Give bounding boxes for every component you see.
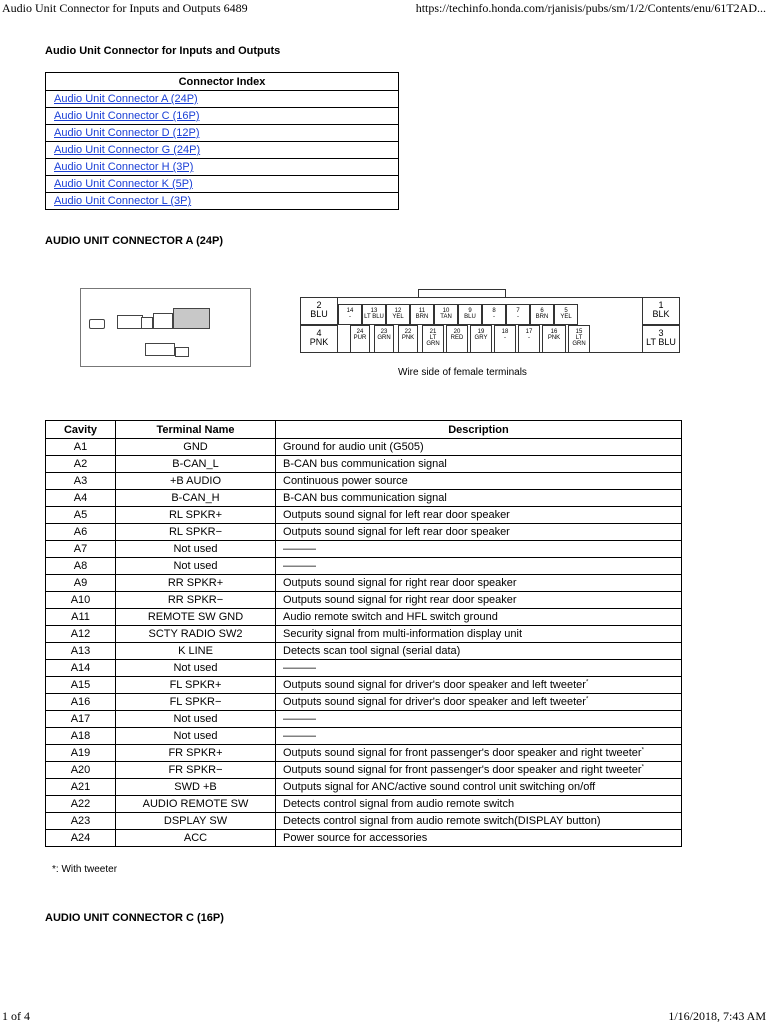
connector-index-header: Connector Index [46,73,399,91]
cavity-cell: A6 [46,524,116,541]
terminal-cell: 10 TAN [434,304,458,325]
cavity-cell: A24 [46,830,116,847]
terminal-name-cell: FR SPKR+ [116,745,276,762]
terminal-cell: 14 - [338,304,362,325]
terminal-name-cell: GND [116,439,276,456]
description-cell: Outputs sound signal for front passenger's door speaker and right tweeter* [276,745,682,762]
terminal-name-cell: ACC [116,830,276,847]
table-row [46,762,682,779]
connector-locator-diagram [80,288,251,367]
print-header [0,0,768,18]
table-row [46,592,682,609]
description-cell: Audio remote switch and HFL switch ground [276,609,682,626]
terminal-name-cell: Not used [116,541,276,558]
table-row [46,830,682,847]
description-cell: ——— [276,728,682,745]
terminal-cell: 5 YEL [554,304,578,325]
terminal-cell: 1 BLK [642,297,680,325]
table-row [46,507,682,524]
terminal-name-cell: Not used [116,660,276,677]
terminal-name-cell: REMOTE SW GND [116,609,276,626]
cavity-cell: A3 [46,473,116,490]
table-row [46,541,682,558]
index-link-connector-d[interactable]: Audio Unit Connector D (12P) [54,127,200,139]
description-cell: Outputs sound signal for front passenger's door speaker and right tweeter* [276,762,682,779]
terminal-name-cell: DSPLAY SW [116,813,276,830]
footnote: *: With tweeter [52,864,118,875]
cavity-cell: A18 [46,728,116,745]
terminal-cell: 2 BLU [300,297,338,325]
terminal-cell: 17 - [518,325,540,353]
terminal-name-cell: SCTY RADIO SW2 [116,626,276,643]
description-cell: Outputs sound signal for left rear door speaker [276,524,682,541]
table-row [46,796,682,813]
locator-connector-shape [117,315,143,329]
index-link-connector-a[interactable]: Audio Unit Connector A (24P) [54,93,198,105]
terminal-name-cell: +B AUDIO [116,473,276,490]
print-header-url: https://techinfo.honda.com/rjanisis/pubs/sm/1/2/Contents/enu/61T2AD... [415,1,766,15]
terminal-cell: 6 BRN [530,304,554,325]
description-cell: Outputs sound signal for right rear door speaker [276,575,682,592]
terminal-cell: 12 YEL [386,304,410,325]
cavity-cell: A13 [46,643,116,660]
section-title-connector-c: AUDIO UNIT CONNECTOR C (16P) [45,912,224,924]
terminal-name-cell: FL SPKR+ [116,677,276,694]
page-title: Audio Unit Connector for Inputs and Outputs [45,45,281,57]
column-header-description: Description [276,421,682,439]
cavity-cell: A20 [46,762,116,779]
locator-connector-shape [89,319,105,329]
cavity-cell: A15 [46,677,116,694]
table-row [46,609,682,626]
terminal-cell: 4 PNK [300,325,338,353]
terminal-cell: 8 - [482,304,506,325]
connector-caption: Wire side of female terminals [398,367,527,378]
description-cell: ——— [276,711,682,728]
terminal-name-cell: RL SPKR− [116,524,276,541]
description-cell: Outputs sound signal for driver's door speaker and left tweeter* [276,677,682,694]
terminal-cell: 20 RED [446,325,468,353]
pin-assignment-table [45,420,682,847]
description-cell: B-CAN bus communication signal [276,490,682,507]
column-header-terminal-name: Terminal Name [116,421,276,439]
page-number: 1 of 4 [2,1009,30,1023]
terminal-name-cell: FR SPKR− [116,762,276,779]
cavity-cell: A12 [46,626,116,643]
cavity-cell: A19 [46,745,116,762]
locator-connector-a-highlight [173,308,210,329]
terminal-name-cell: B-CAN_L [116,456,276,473]
terminal-cell: 9 BLU [458,304,482,325]
description-cell: B-CAN bus communication signal [276,456,682,473]
terminal-name-cell: RL SPKR+ [116,507,276,524]
print-footer [0,1008,768,1024]
description-cell: Continuous power source [276,473,682,490]
terminal-name-cell: SWD +B [116,779,276,796]
cavity-cell: A10 [46,592,116,609]
terminal-cell: 11 BRN [410,304,434,325]
table-row [46,456,682,473]
description-cell: Outputs signal for ANC/active sound control unit switching on/off [276,779,682,796]
table-row [46,779,682,796]
cavity-cell: A16 [46,694,116,711]
cavity-cell: A1 [46,439,116,456]
description-cell: Security signal from multi-information display unit [276,626,682,643]
terminal-cell: 7 - [506,304,530,325]
terminal-cell: 16 PNK [542,325,566,353]
locator-connector-shape [141,317,153,329]
terminal-name-cell: Not used [116,711,276,728]
table-row [46,524,682,541]
index-link-connector-h[interactable]: Audio Unit Connector H (3P) [54,161,194,173]
terminal-name-cell: RR SPKR− [116,592,276,609]
terminal-cell: 3 LT BLU [642,325,680,353]
connector-a-face [300,288,680,358]
terminal-cell: 21 LT GRN [422,325,444,353]
description-cell: Detects control signal from audio remote switch(DISPLAY button) [276,813,682,830]
terminal-cell: 24 PUR [350,325,370,353]
description-cell: ——— [276,558,682,575]
table-row [46,745,682,762]
terminal-cell: 22 PNK [398,325,418,353]
connector-index-table [45,72,399,210]
description-cell: Outputs sound signal for right rear door speaker [276,592,682,609]
description-cell: Ground for audio unit (G505) [276,439,682,456]
index-link-connector-l[interactable]: Audio Unit Connector L (3P) [54,195,192,207]
cavity-cell: A9 [46,575,116,592]
cavity-cell: A7 [46,541,116,558]
column-header-cavity: Cavity [46,421,116,439]
cavity-cell: A23 [46,813,116,830]
terminal-cell: 23 GRN [374,325,394,353]
terminal-name-cell: K LINE [116,643,276,660]
description-cell: Outputs sound signal for driver's door speaker and left tweeter* [276,694,682,711]
terminal-name-cell: RR SPKR+ [116,575,276,592]
terminal-cell: 15 LT GRN [568,325,590,353]
terminal-name-cell: AUDIO REMOTE SW [116,796,276,813]
terminal-name-cell: FL SPKR− [116,694,276,711]
terminal-cell: 13 LT BLU [362,304,386,325]
terminal-name-cell: B-CAN_H [116,490,276,507]
terminal-name-cell: Not used [116,728,276,745]
table-row [46,626,682,643]
table-row [46,490,682,507]
table-row [46,558,682,575]
terminal-cell: 19 GRY [470,325,492,353]
cavity-cell: A21 [46,779,116,796]
description-cell: Detects scan tool signal (serial data) [276,643,682,660]
description-cell: Power source for accessories [276,830,682,847]
print-header-title: Audio Unit Connector for Inputs and Outputs 6489 [2,1,248,15]
cavity-cell: A5 [46,507,116,524]
cavity-cell: A11 [46,609,116,626]
table-row [46,660,682,677]
table-row [46,473,682,490]
index-link-connector-g[interactable]: Audio Unit Connector G (24P) [54,144,201,156]
locator-connector-shape [175,347,189,357]
connector-a-lock-tab [418,289,506,298]
cavity-cell: A14 [46,660,116,677]
table-row [46,575,682,592]
cavity-cell: A17 [46,711,116,728]
table-row [46,677,682,694]
table-row [46,694,682,711]
section-title-connector-a: AUDIO UNIT CONNECTOR A (24P) [45,235,224,247]
table-row [46,728,682,745]
locator-connector-shape [153,313,173,329]
cavity-cell: A4 [46,490,116,507]
description-cell: ——— [276,660,682,677]
description-cell: Detects control signal from audio remote switch [276,796,682,813]
index-link-connector-k[interactable]: Audio Unit Connector K (5P) [54,178,193,190]
table-row [46,813,682,830]
description-cell: ——— [276,541,682,558]
cavity-cell: A22 [46,796,116,813]
table-row [46,711,682,728]
terminal-cell: 18 - [494,325,516,353]
table-row [46,643,682,660]
table-row [46,439,682,456]
index-link-connector-c[interactable]: Audio Unit Connector C (16P) [54,110,200,122]
locator-connector-shape [145,343,175,356]
description-cell: Outputs sound signal for left rear door speaker [276,507,682,524]
terminal-name-cell: Not used [116,558,276,575]
cavity-cell: A8 [46,558,116,575]
print-datetime: 1/16/2018, 7:43 AM [668,1009,766,1023]
cavity-cell: A2 [46,456,116,473]
